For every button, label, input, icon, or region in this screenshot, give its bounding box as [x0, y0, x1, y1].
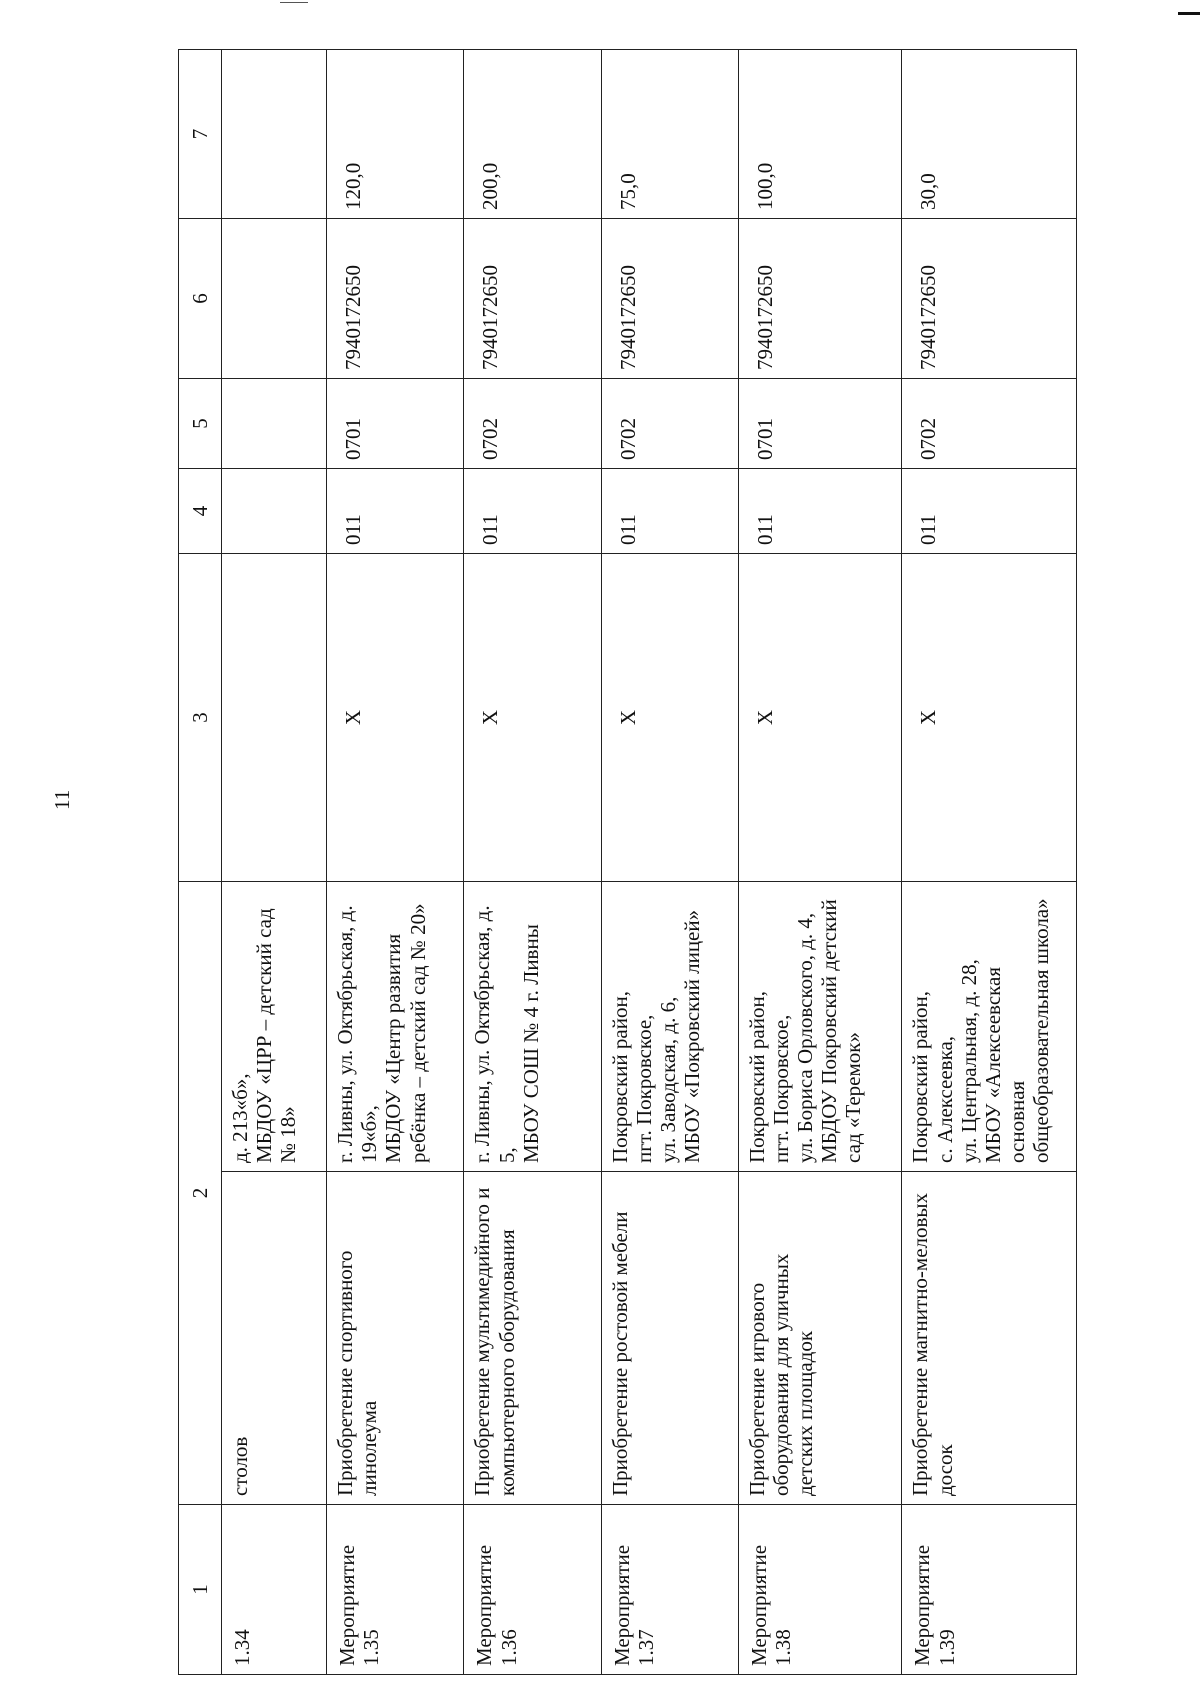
cell-col-7: 200,0: [464, 50, 601, 219]
cell-col-7: 120,0: [327, 50, 464, 219]
measure-name: Приобретение игрового оборудования для уличных детских площадок: [738, 1172, 902, 1505]
rotated-table-container: [178, 50, 1077, 1675]
cell-col-3: Х: [738, 554, 902, 882]
measure-address: д. 213«б», МБДОУ «ЦРР – детский сад № 18»: [222, 882, 327, 1172]
cell-col-5: 0702: [464, 379, 601, 469]
cell-col-4: 011: [327, 469, 464, 554]
page-number: 11: [50, 789, 74, 810]
cell-col-3: Х: [601, 554, 738, 882]
row-id: Мероприятие 1.38: [738, 1505, 902, 1675]
cell-col-6: 7940172650: [902, 219, 1077, 379]
table-row: [222, 50, 327, 1675]
cell-col-6: 7940172650: [738, 219, 902, 379]
cell-col-4: [222, 469, 327, 554]
cell-col-6: [222, 219, 327, 379]
measure-address: Покровский район, пгт. Покровское, ул. Заводская, д. 6, МБОУ «Покровский лицей»: [601, 882, 738, 1172]
measure-address: г. Ливны, ул. Октябрьская, д. 5, МБОУ СОШ № 4 г. Ливны: [464, 882, 601, 1172]
header-row: [179, 50, 222, 1675]
table-row: [464, 50, 601, 1675]
cell-col-4: 011: [601, 469, 738, 554]
header-col-2: 2: [179, 882, 222, 1505]
cell-col-7: 75,0: [601, 50, 738, 219]
cell-col-4: 011: [738, 469, 902, 554]
cell-col-3: [222, 554, 327, 882]
cell-col-3: Х: [902, 554, 1077, 882]
row-id: 1.34: [222, 1505, 327, 1675]
header-col-3: 3: [179, 554, 222, 882]
measure-name: Приобретение ростовой мебели: [601, 1172, 738, 1505]
measure-name: Приобретение мультимедийного и компьютерного оборудования: [464, 1172, 601, 1505]
cell-col-4: 011: [464, 469, 601, 554]
cell-col-3: Х: [464, 554, 601, 882]
table-row: [738, 50, 902, 1675]
cell-col-4: 011: [902, 469, 1077, 554]
row-id: Мероприятие 1.37: [601, 1505, 738, 1675]
header-col-6: 6: [179, 219, 222, 379]
cell-col-7: 100,0: [738, 50, 902, 219]
header-col-5: 5: [179, 379, 222, 469]
measure-name: Приобретение магнитно-меловых досок: [902, 1172, 1077, 1505]
cell-col-6: 7940172650: [601, 219, 738, 379]
cell-col-7: 30,0: [902, 50, 1077, 219]
cell-col-5: 0701: [738, 379, 902, 469]
header-col-4: 4: [179, 469, 222, 554]
header-col-7: 7: [179, 50, 222, 219]
cell-col-6: 7940172650: [464, 219, 601, 379]
cell-col-7: [222, 50, 327, 219]
cell-col-5: 0702: [902, 379, 1077, 469]
cell-col-5: 0702: [601, 379, 738, 469]
table-row: [327, 50, 464, 1675]
cell-col-5: [222, 379, 327, 469]
measure-address: Покровский район, пгт. Покровское, ул. Бориса Орловского, д. 4, МБДОУ Покровский детский сад «Теремок»: [738, 882, 902, 1172]
row-id: Мероприятие 1.36: [464, 1505, 601, 1675]
scan-mark-top: [280, 2, 308, 3]
cell-col-6: 7940172650: [327, 219, 464, 379]
measure-name: Приобретение спортивного линолеума: [327, 1172, 464, 1505]
row-id: Мероприятие 1.39: [902, 1505, 1077, 1675]
measure-address: г. Ливны, ул. Октябрьская, д. 19«б», МБДОУ «Центр развития ребёнка – детский сад № 20»: [327, 882, 464, 1172]
measure-address: Покровский район, с. Алексеевка, ул. Центральная, д. 28, МБОУ «Алексеевская основная общеобразовательная школа»: [902, 882, 1077, 1172]
cell-col-3: Х: [327, 554, 464, 882]
row-id: Мероприятие 1.35: [327, 1505, 464, 1675]
table-row: [902, 50, 1077, 1675]
measures-table: [178, 49, 1077, 1675]
scan-mark-corner: [1178, 12, 1200, 15]
measure-name: столов: [222, 1172, 327, 1505]
table-row: [601, 50, 738, 1675]
header-col-1: 1: [179, 1505, 222, 1675]
cell-col-5: 0701: [327, 379, 464, 469]
